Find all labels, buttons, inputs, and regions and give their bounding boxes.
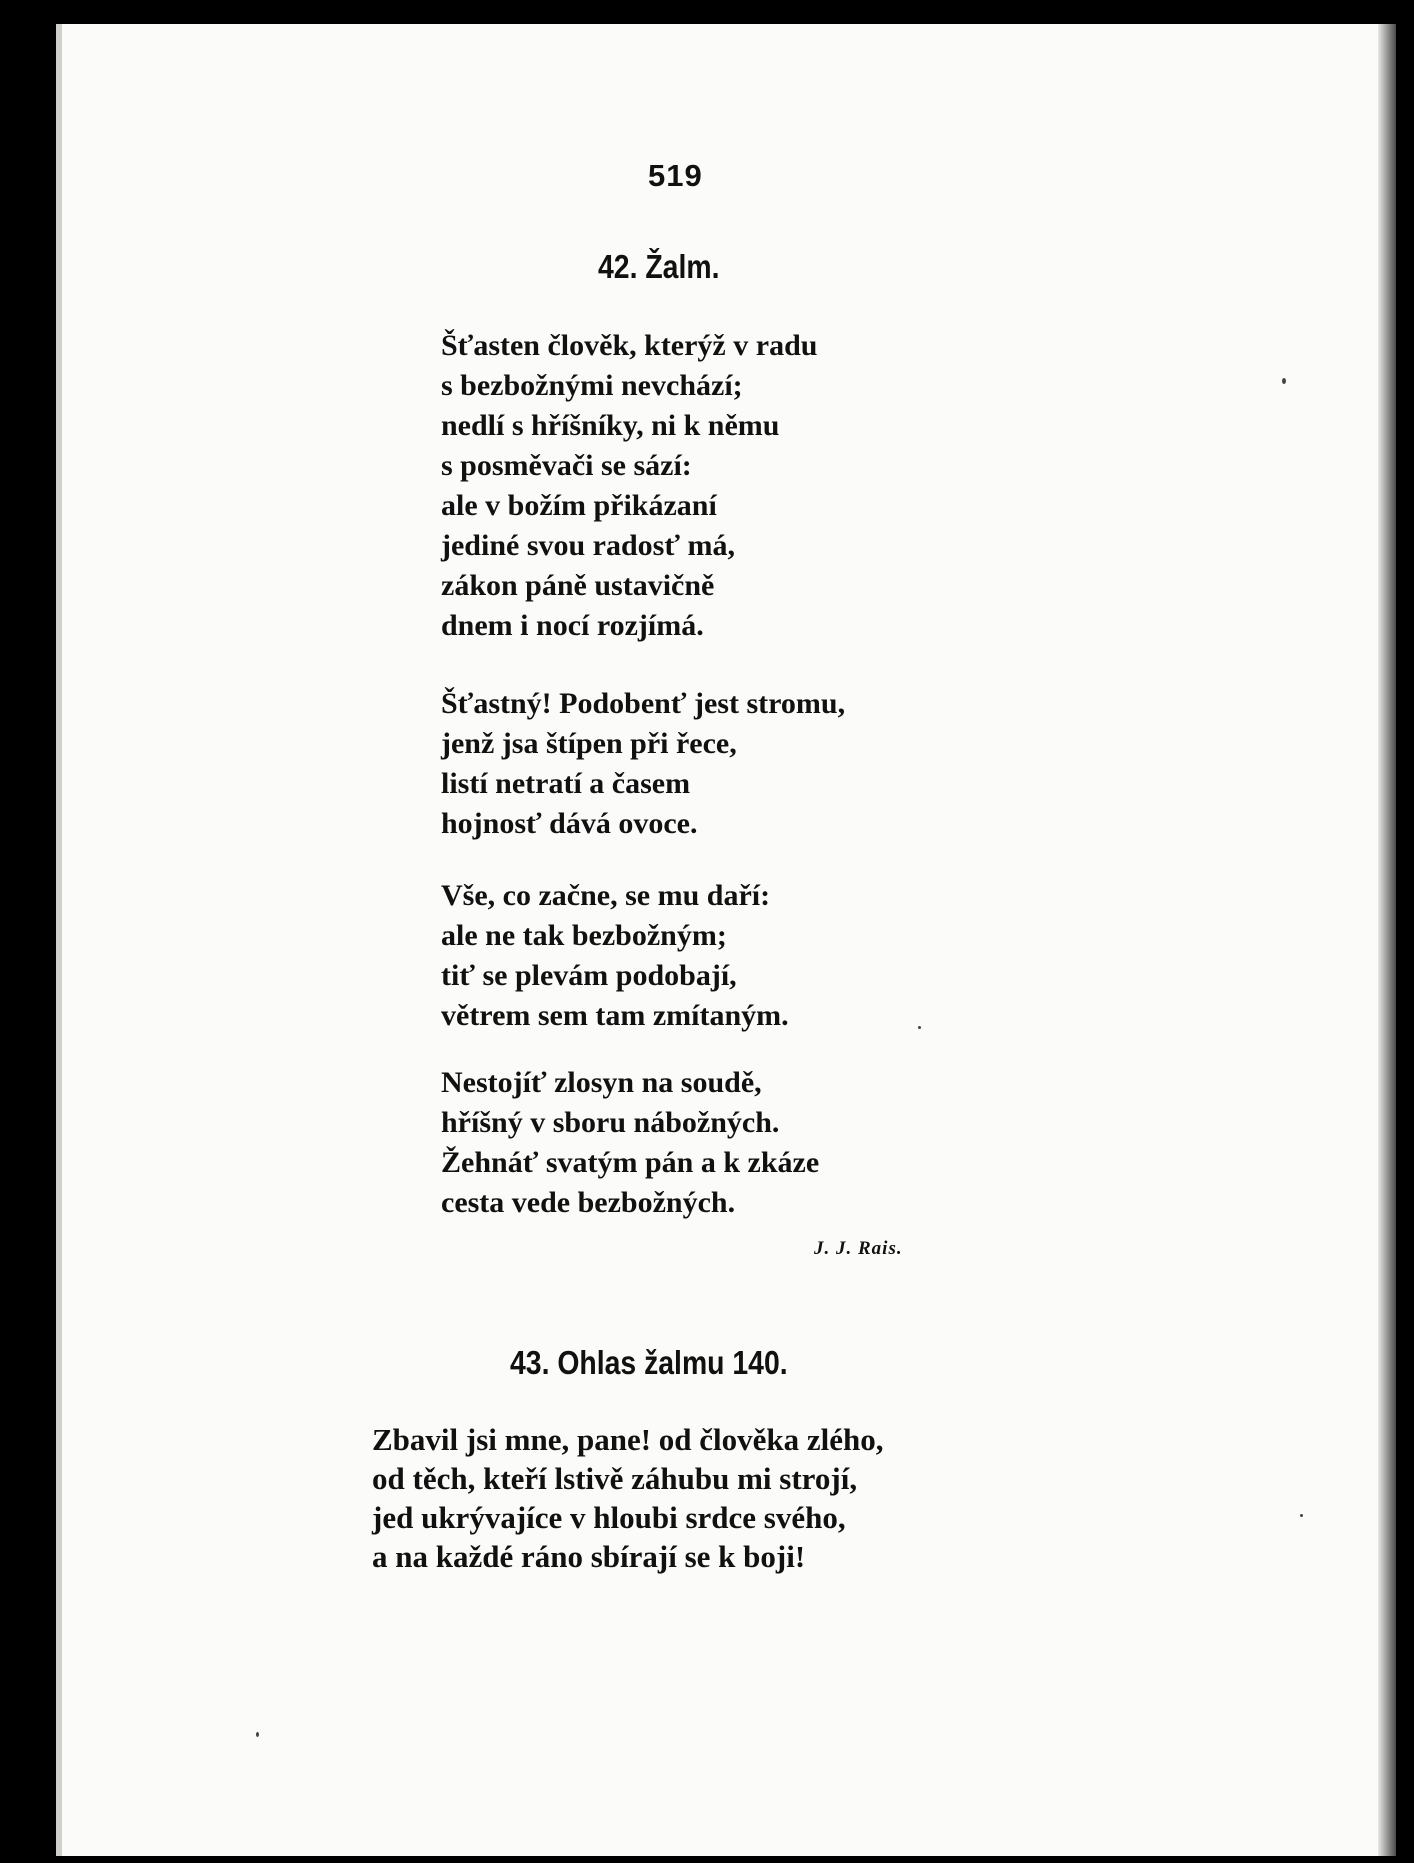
psalm-42-stanza-1 [441,326,817,646]
verse-line: jed ukrývajíce v hloubi srdce svého, [372,1500,846,1535]
psalm-42-stanza-4 [441,1063,819,1223]
verse-line: Zbavil jsi mne, pane! od člověka zlého, [372,1422,884,1457]
verse-line: s bezbožnými nevchází; [441,369,743,402]
psalm-42-stanza-2 [441,684,845,844]
verse-line: a na každé ráno sbírají se k boji! [372,1539,806,1574]
psalm-43-stanza [372,1420,884,1576]
verse-line: nedlí s hříšníky, ni k němu [441,409,780,442]
verse-line: větrem sem tam zmítaným. [441,999,789,1032]
verse-line: ale v božím přikázaní [441,489,717,522]
paper-speck [918,1026,921,1029]
verse-line: Vše, co začne, se mu daří: [441,879,771,912]
psalm-42-stanza-3 [441,876,789,1036]
verse-line: zákon páně ustavičně [441,569,715,602]
page-number: 519 [648,158,703,193]
verse-line: hojnosť dává ovoce. [441,807,698,840]
verse-line: cesta vede bezbožných. [441,1186,736,1219]
author-signature: J. J. Rais. [814,1238,903,1259]
verse-line: od těch, kteří lstivě záhubu mi strojí, [372,1461,858,1496]
verse-line: Nestojíť zlosyn na soudě, [441,1066,762,1099]
verse-line: hříšný v sboru nábožných. [441,1106,780,1139]
verse-line: listí netratí a časem [441,767,691,800]
verse-line: jediné svou radosť má, [441,529,735,562]
paper-speck [256,1732,259,1737]
page-edge-shadow [1378,24,1396,1856]
book-page [56,24,1396,1856]
paper-speck [1282,378,1286,384]
verse-line: Šťasten člověk, kterýž v radu [441,329,818,362]
verse-line: tiť se plevám podobají, [441,959,737,992]
verse-line: Šťastný! Podobenť jest stromu, [441,687,846,720]
verse-line: dnem i nocí rozjímá. [441,609,704,642]
verse-line: ale ne tak bezbožným; [441,919,727,952]
psalm-42-title: 42. Žalm. [598,248,720,285]
paper-speck [1300,1514,1303,1517]
verse-line: s posměvači se sází: [441,449,692,482]
psalm-43-title: 43. Ohlas žalmu 140. [510,1344,788,1381]
binding-edge [56,24,62,1856]
verse-line: jenž jsa štípen při řece, [441,727,737,760]
verse-line: Žehnáť svatým pán a k zkáze [441,1146,820,1179]
